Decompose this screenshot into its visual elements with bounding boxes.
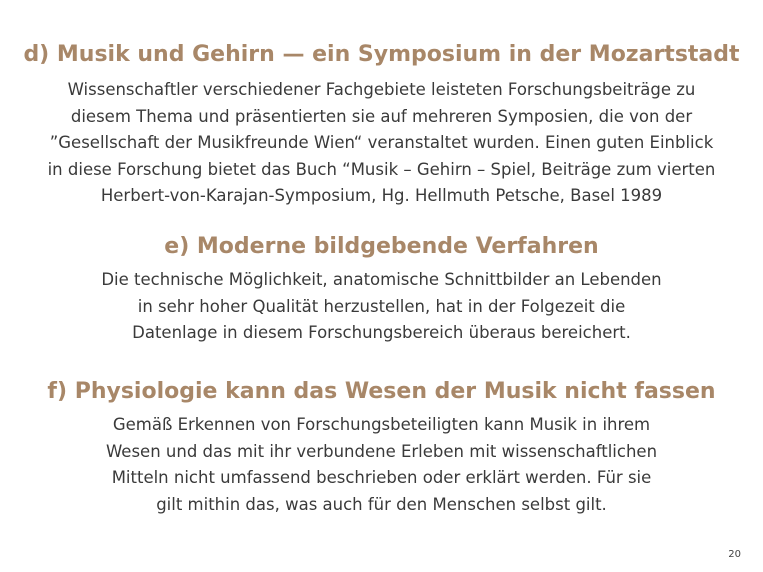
- section-heading: d) Musik und Gehirn — ein Symposium in der Mozartstadt: [23, 42, 740, 67]
- text-line: Gemäß Erkennen von Forschungsbeteiligten kann Musik in ihrem: [112, 415, 651, 434]
- section-body: [0, 412, 763, 518]
- section-physiology: [0, 377, 763, 518]
- text-line: ”Gesellschaft der Musikfreunde Wien“ veranstaltet wurden. Einen guten Einblick: [49, 133, 714, 152]
- text-line: gilt mithin das, was auch für den Menschen selbst gilt.: [156, 494, 607, 514]
- text-line: Wissenschaftler verschiedener Fachgebiete leisteten Forschungsbeiträge zu: [67, 80, 696, 99]
- text-line: Herbert-von-Karajan-Symposium, Hg. Hellmuth Petsche, Basel 1989: [100, 186, 663, 205]
- text-line: Mitteln nicht umfassend beschrieben oder erklärt werden. Für sie: [111, 468, 652, 487]
- text-line: in diese Forschung bietet das Buch “Musik – Gehirn – Spiel, Beiträge zum vierten: [47, 159, 716, 179]
- section-imaging-methods: [0, 232, 763, 347]
- text-line: Datenlage in diesem Forschungsbereich überaus bereichert.: [132, 323, 631, 342]
- section-music-and-brain: [0, 40, 763, 210]
- page-number: 20: [728, 549, 741, 560]
- text-line: Die technische Möglichkeit, anatomische Schnittbilder an Lebenden: [101, 270, 662, 289]
- text-line: diesem Thema und präsentierten sie auf mehreren Symposien, die von der: [70, 106, 693, 126]
- text-line: Wesen und das mit ihr verbundene Erleben mit wissenschaftlichen: [105, 441, 658, 461]
- section-body: [0, 267, 763, 347]
- section-heading: f) Physiologie kann das Wesen der Musik nicht fassen: [47, 379, 716, 404]
- section-body: [0, 77, 763, 210]
- text-line: in sehr hoher Qualität herzustellen, hat in der Folgezeit die: [137, 296, 626, 316]
- section-heading: e) Moderne bildgebende Verfahren: [164, 234, 599, 259]
